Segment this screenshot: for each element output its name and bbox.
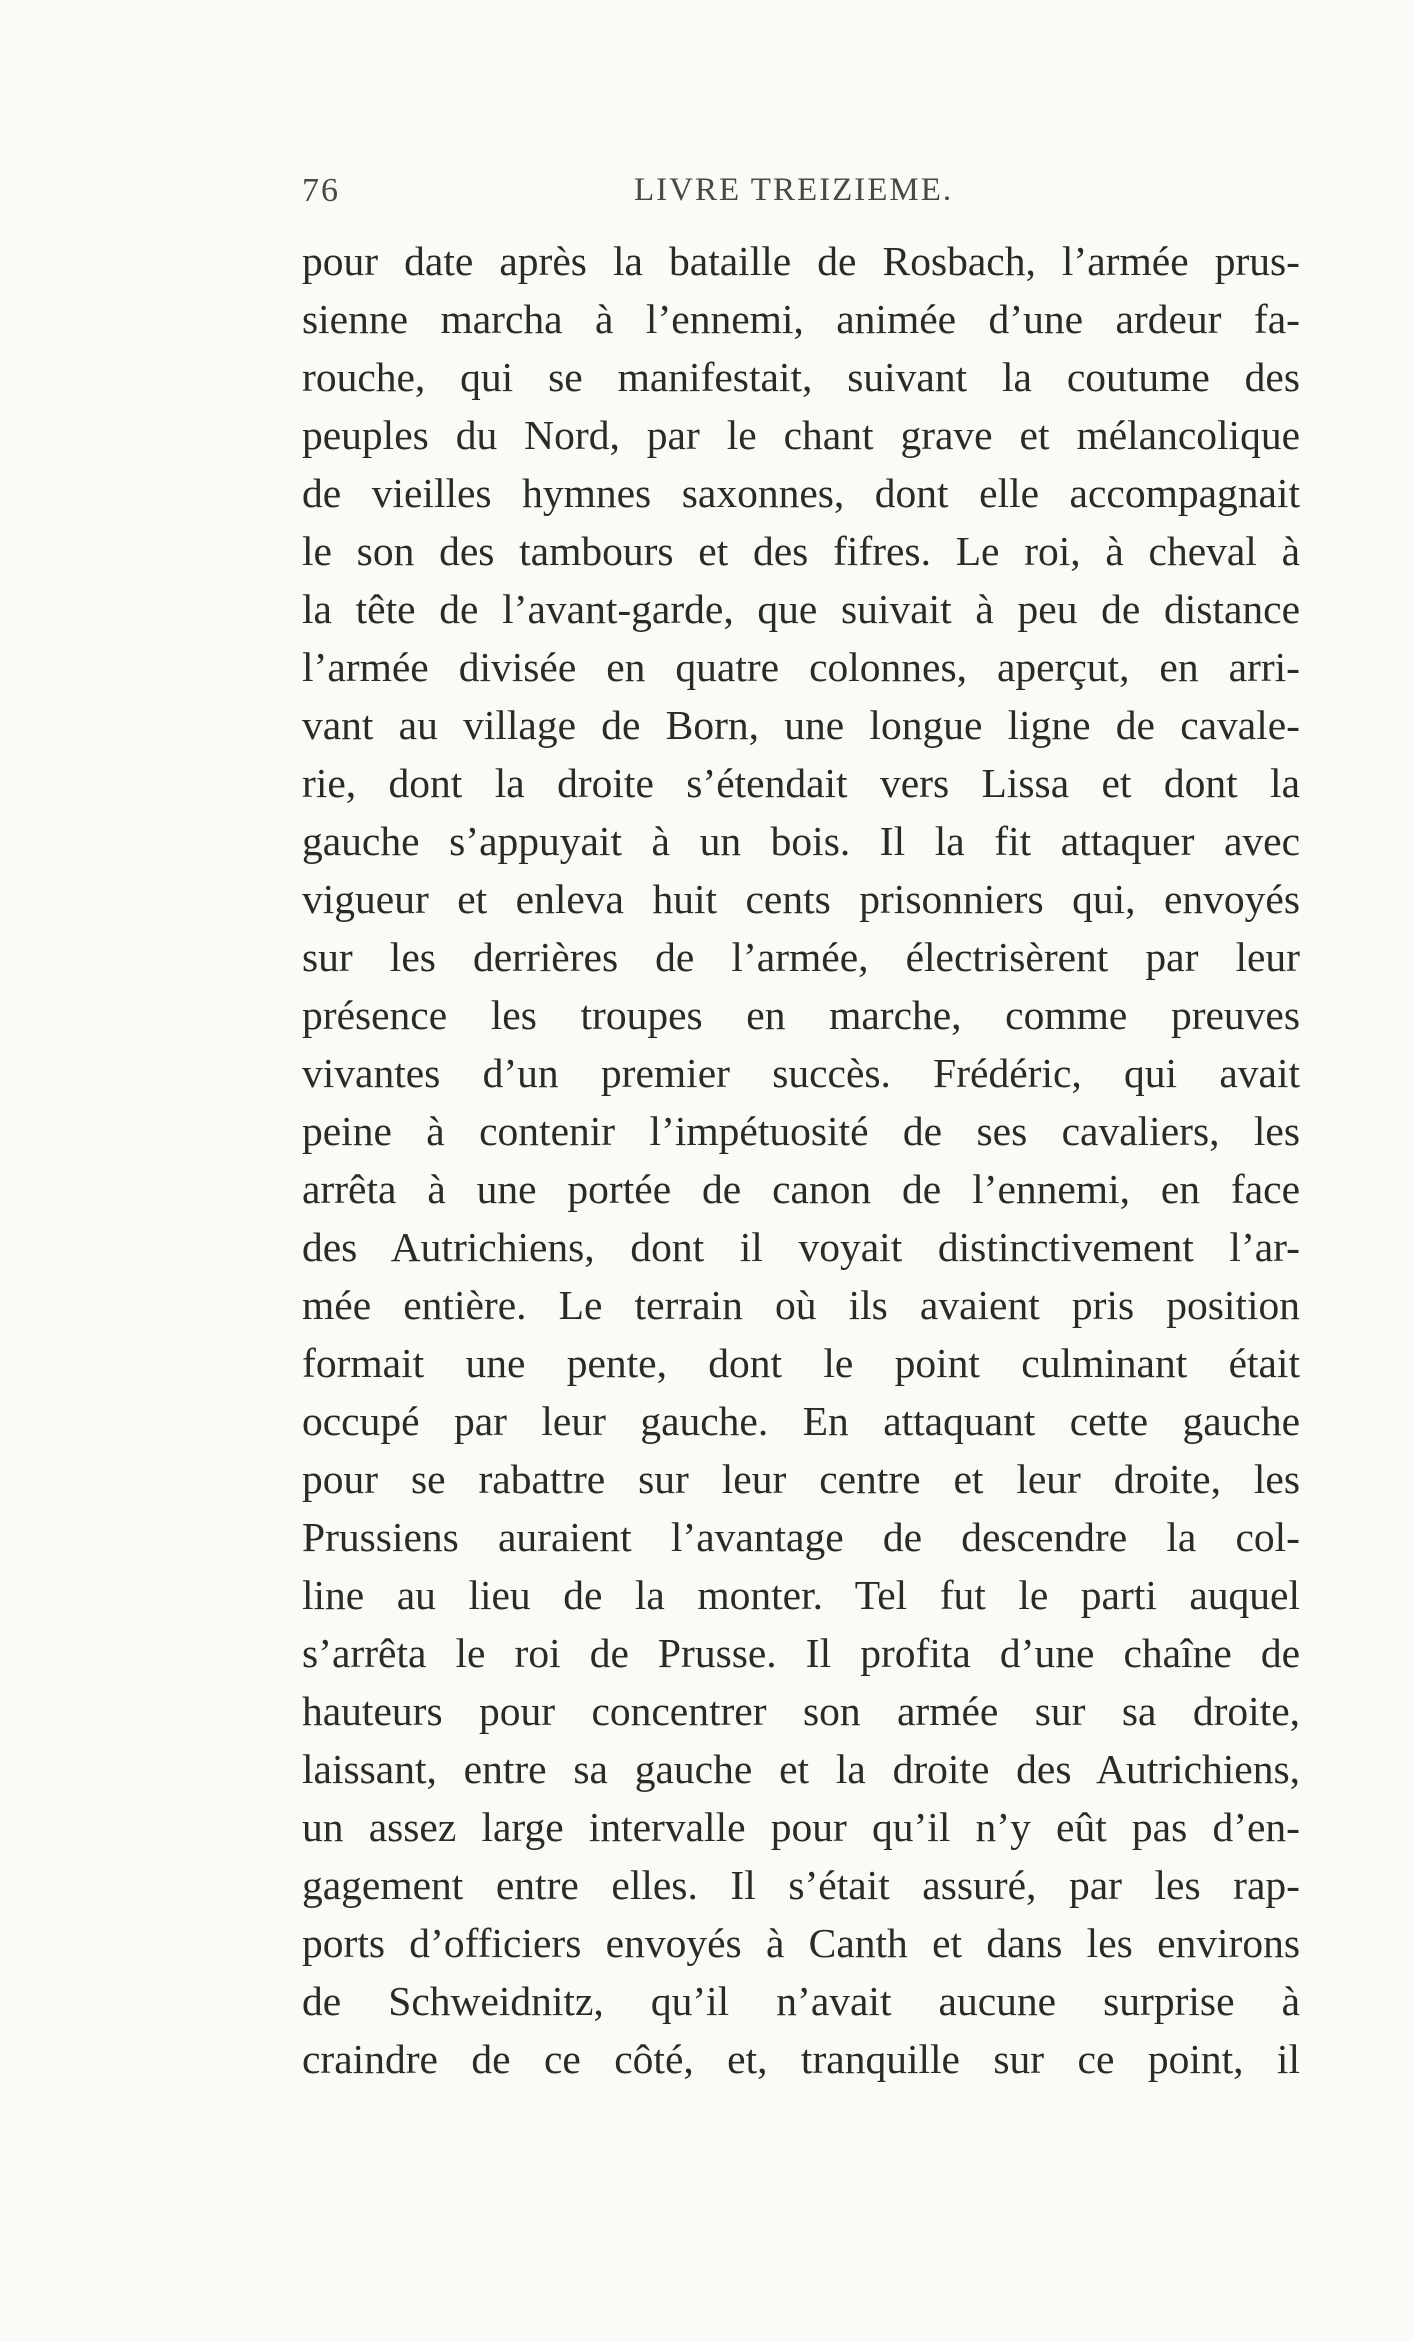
text-line: le son des tambours et des fifres. Le roi, à cheval à [302,528,1300,574]
text-line: vigueur et enleva huit cents prisonniers qui, envoyés [302,876,1300,922]
text-line: craindre de ce côté, et, tranquille sur ce point, il [302,2036,1300,2082]
text-line: gagement entre elles. Il s’était assuré, par les rap- [302,1862,1300,1908]
text-line: pour se rabattre sur leur centre et leur droite, les [302,1456,1300,1502]
text-line: laissant, entre sa gauche et la droite des Autrichiens, [302,1746,1300,1792]
text-line: s’arrêta le roi de Prusse. Il profita d’une chaîne de [302,1630,1300,1676]
text-line: de vieilles hymnes saxonnes, dont elle accompagnait [302,470,1300,516]
text-line: occupé par leur gauche. En attaquant cette gauche [302,1398,1300,1444]
body-text [302,232,1300,2088]
text-line: sienne marcha à l’ennemi, animée d’une ardeur fa- [302,296,1300,342]
text-line: Prussiens auraient l’avantage de descendre la col- [302,1514,1300,1560]
page-header [302,172,1302,222]
text-line: des Autrichiens, dont il voyait distinctivement l’ar- [302,1224,1300,1270]
text-line: mée entière. Le terrain où ils avaient pris position [302,1282,1300,1328]
text-line: line au lieu de la monter. Tel fut le parti auquel [302,1572,1300,1618]
page-number: 76 [302,172,340,209]
text-line: la tête de l’avant-garde, que suivait à peu de distance [302,586,1300,632]
text-line: peine à contenir l’impétuosité de ses cavaliers, les [302,1108,1300,1154]
text-line: vivantes d’un premier succès. Frédéric, qui avait [302,1050,1300,1096]
text-line: peuples du Nord, par le chant grave et mélancolique [302,412,1300,458]
text-line: arrêta à une portée de canon de l’ennemi, en face [302,1166,1300,1212]
text-line: pour date après la bataille de Rosbach, l’armée prus- [302,238,1300,284]
text-line: rie, dont la droite s’étendait vers Lissa et dont la [302,760,1300,806]
text-line: rouche, qui se manifestait, suivant la coutume des [302,354,1300,400]
text-line: de Schweidnitz, qu’il n’avait aucune surprise à [302,1978,1300,2024]
text-line: présence les troupes en marche, comme preuves [302,992,1300,1038]
text-line: l’armée divisée en quatre colonnes, aperçut, en arri- [302,644,1300,690]
running-title: LIVRE TREIZIEME. [634,172,954,208]
text-line: un assez large intervalle pour qu’il n’y eût pas d’en- [302,1804,1300,1850]
text-line: formait une pente, dont le point culminant était [302,1340,1300,1386]
text-line: hauteurs pour concentrer son armée sur sa droite, [302,1688,1300,1734]
text-line: vant au village de Born, une longue ligne de cavale- [302,702,1300,748]
text-line: gauche s’appuyait à un bois. Il la fit attaquer avec [302,818,1300,864]
text-line: ports d’officiers envoyés à Canth et dans les environs [302,1920,1300,1966]
text-line: sur les derrières de l’armée, électrisèrent par leur [302,934,1300,980]
